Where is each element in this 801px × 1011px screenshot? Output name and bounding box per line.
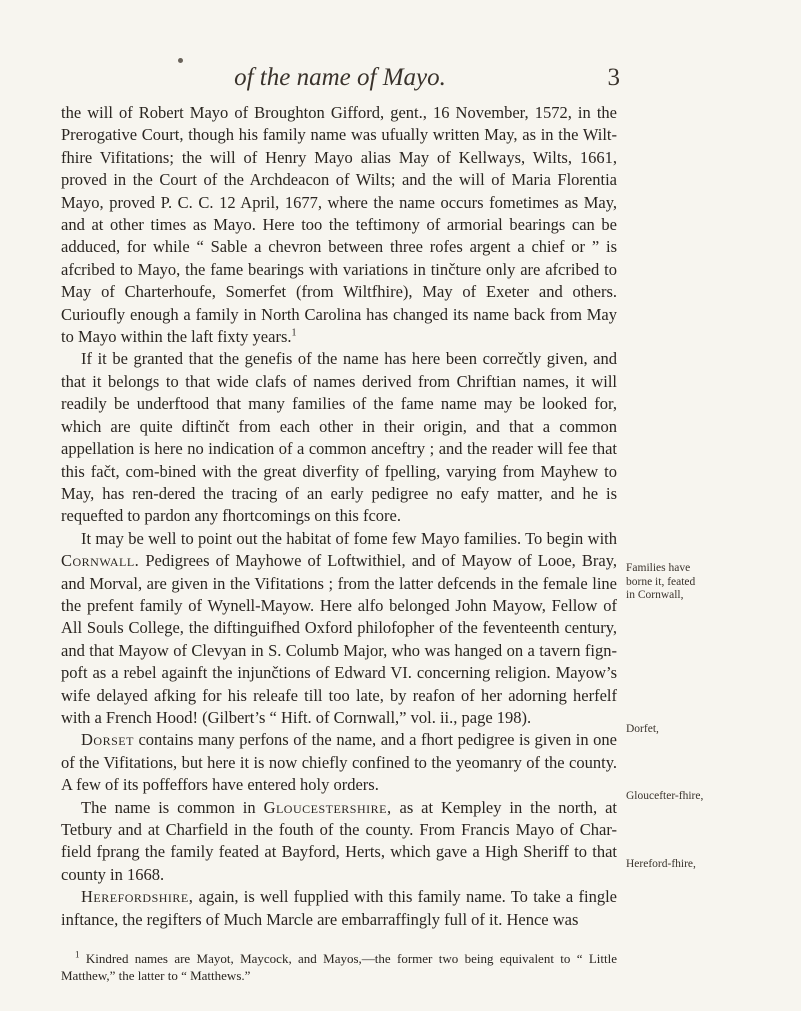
county-name: Dorset	[81, 730, 134, 750]
sidenote-cornwall: Families have borne it, feated in Cornwall,	[626, 562, 696, 601]
page-header	[60, 62, 620, 96]
footnote-marker: 1	[75, 949, 80, 960]
paragraph-lead: The name is common in	[81, 797, 256, 817]
running-title: of the name of Mayo.	[234, 64, 446, 91]
footnote	[61, 950, 617, 984]
paragraph-will-records	[61, 102, 617, 348]
paragraph-dorset	[61, 729, 617, 796]
paragraph-text: the will of Robert Mayo of Broughton Gifford, gent., 16 November, 1572, in the Prerogative Court, though his family name was ufually written May, as in the Wilt-fhire Vifitations; the will of Henry Mayo alias May of Kellways, Wilts, 1661, proved in the Court of the Archdeacon of Wilts; and the will of Maria Florentia Mayo, proved P. C. C. 12 April, 1677, where the name occurs fometimes as May, and at other times as Mayo. Here too the teftimony of armorial bearings can be adduced, for while “ Sable a chevron between three rofes argent a chief or ” is afcribed to Mayo, the fame bearings with variations in tinčture only are afcribed to May of Charterhoufe, Somerfet (from Wiltfhire), May of Exeter and others. Curioufly enough a family in North Carolina has changed its name back from May to Mayo within the laft fixty years.	[61, 103, 617, 347]
paragraph-genesis: If it be granted that the genefis of the name has here been correčtly given, and that it belongs to that wide clafs of names derived from Chriftian names, it will readily be underftood that many families of the fame name may be looked for, which are quite diftinčt from each other in their origin, and that a common appellation is here no indication of a common anceftry ; and the reader will fee that this fačt, com-bined with the great diverfity of fpelling, varying from Mayhew to May, has ren-dered the tracing of an early pedigree no eafy matter, and he is requefted to pardon any fhortcomings on this fcore.	[61, 349, 617, 526]
footnote-text: Kindred names are Mayot, Maycock, and Mayos,—the former two being equivalent to “ Little Matthew,” the latter to “ Matthews.”	[61, 951, 617, 983]
sidenote-herefordshire: Hereford-fhire,	[626, 858, 696, 870]
paragraph-lead: It may be well to point out the habitat of fome few Mayo families. To begin with	[81, 528, 617, 548]
paragraph-text: contains many perfons of the name, and a fhort pedigree is given in one of the Vifitations, but here it is now chiefly confined to the yeomanry of the county. A few of its poffeffors have entered holy orders.	[61, 730, 617, 795]
paragraph-cornwall	[61, 528, 617, 730]
sidenote-gloucestershire: Gloucefter-fhire,	[626, 790, 704, 802]
page-number: 3	[607, 64, 620, 91]
county-name: Gloucestershire,	[263, 797, 392, 817]
paragraph-text: as at Kempley in the north, at Tetbury and at Charfield in the fouth of the county. From Francis Mayo of Char-field fprang the family feated at Bayford, Herts, which gave a High Sheriff to that county in 1668.	[61, 797, 618, 884]
paragraph-text: again, is well fupplied with this family name. To take a fingle inftance, the regifters of Much Marcle are embarraffingly full of it. Hence was	[61, 887, 617, 929]
county-name: Herefordshire,	[81, 887, 194, 907]
paragraph-text: Pedigrees of Mayhowe of Loftwithiel, and of Mayow of Looe, Bray, and Morval, are given in the Vifitations ; from the latter defcends in the female line the prefent family of Wynell-Mayow. Here alfo belonged John Mayow, Fellow of All Souls College, the diftinguifhed Oxford philofopher of the feventeenth century, and that Mayow of Clevyan in S. Columb Major, who was hanged on a tavern fign-poft as a rebel againft the injunčtions of Edward VI. concerning religion. Mayow’s wife delayed afking for his releafe till too late, by reafon of her adorning herfelf with a French Hood! (Gilbert’s “ Hift. of Cornwall,” vol. ii., page 198).	[61, 551, 617, 727]
footnote-reference: 1	[291, 327, 297, 339]
sidenote-dorset: Dorfet,	[626, 723, 659, 735]
county-name: Cornwall.	[61, 551, 140, 571]
paragraph-gloucestershire	[61, 797, 617, 887]
paragraph-herefordshire	[61, 886, 617, 931]
body-text	[61, 102, 617, 931]
